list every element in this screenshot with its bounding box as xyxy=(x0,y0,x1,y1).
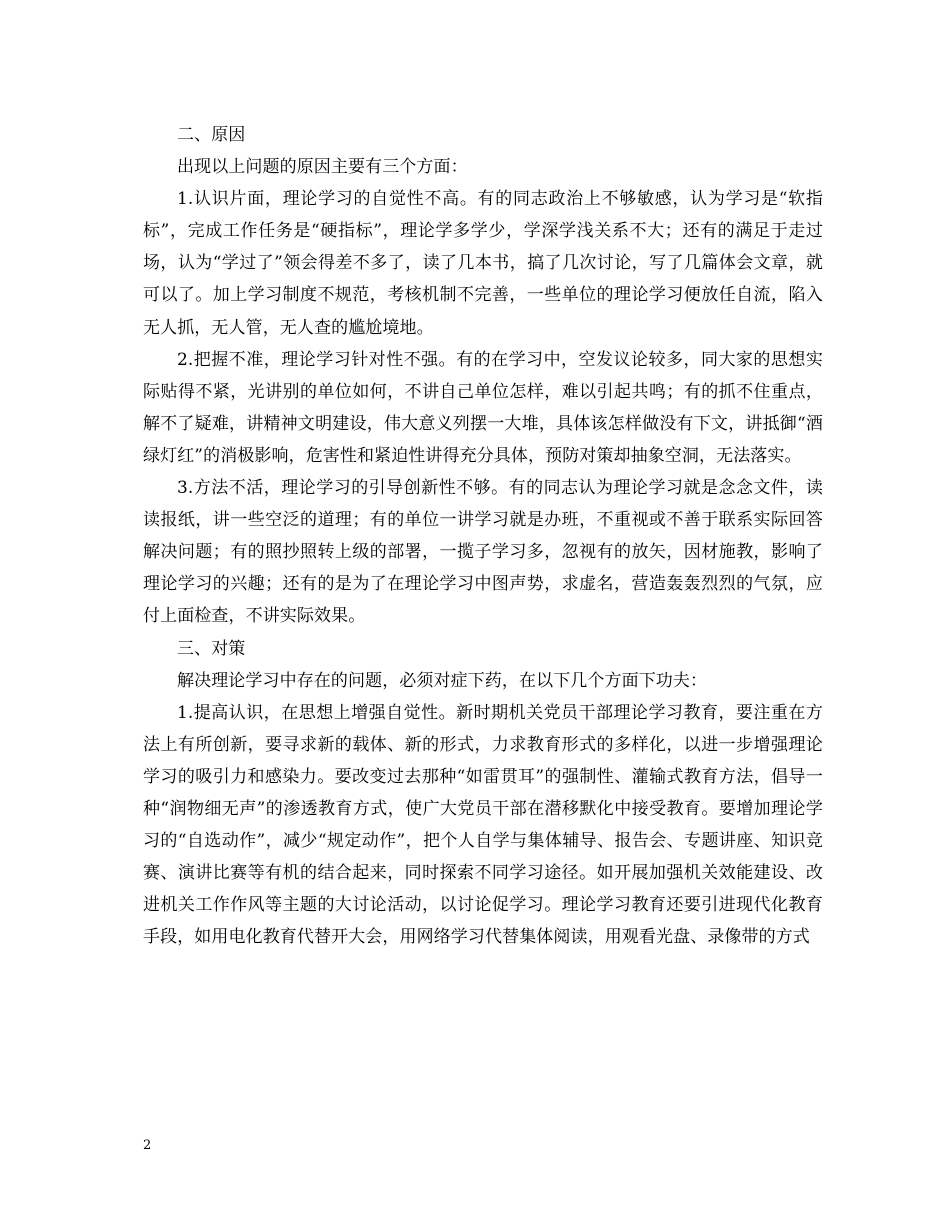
section-heading-countermeasures: 三、对策 xyxy=(177,638,246,659)
page-number: 2 xyxy=(143,1138,152,1153)
document-body xyxy=(143,119,823,953)
paragraph-countermeasure-1: 1.提高认识，在思想上增强自觉性。新时期机关党员干部理论学习教育，要注重在方法上有所创新，要寻求新的载体、新的形式，力求教育形式的多样化，以进一步增强理论学习的吸引力和感染力。要改变过去那种“如雷贯耳”的强制性、灌输式教育方法，倡导一种“润物细无声”的渗透教育方式，使广大党员干部在潜移默化中接受教育。要增加理论学习的“自选动作”，减少“规定动作”，把个人自学与集体辅导、报告会、专题讲座、知识竞赛、演讲比赛等有机的结合起来，同时探索不同学习途径。如开展加强机关效能建设、改进机关工作作风等主题的大讨论活动，以讨论促学习。理论学习教育还要引进现代化教育手段，如用电化教育代替开大会，用网络学习代替集体阅读，用观看光盘、录像带的方式 xyxy=(143,702,823,948)
section-heading-causes: 二、原因 xyxy=(177,125,246,145)
paragraph-cause-3: 3.方法不活，理论学习的引导创新性不够。有的同志认为理论学习就是念念文件，读读报纸，讲一些空泛的道理；有的单位一讲学习就是办班，不重视或不善于联系实际回答解决问题；有的照抄照转上级的部署，一揽子学习多，忽视有的放矢，因材施教，影响了理论学习的兴趣；还有的是为了在理论学习中图声势，求虚名，营造轰轰烈烈的气氛，应付上面检查，不讲实际效果。 xyxy=(143,478,823,627)
paragraph-cause-2: 2.把握不准，理论学习针对性不强。有的在学习中，空发议论较多，同大家的思想实际贴得不紧，光讲别的单位如何，不讲自己单位怎样，难以引起共鸣；有的抓不住重点，解不了疑难，讲精神文明建设，伟大意义列摆一大堆，具体该怎样做没有下文，讲抵御“酒绿灯红”的消极影响，危害性和紧迫性讲得充分具体，预防对策却抽象空洞，无法落实。 xyxy=(143,349,823,466)
paragraph-countermeasures-intro: 解决理论学习中存在的问题，必须对症下药，在以下几个方面下功夫： xyxy=(177,670,708,691)
paragraph-causes-intro: 出现以上问题的原因主要有三个方面： xyxy=(177,157,468,178)
paragraph-cause-1: 1.认识片面，理论学习的自觉性不高。有的同志政治上不够敏感，认为学习是“软指标”，完成工作任务是“硬指标”，理论学多学少，学深学浅关系不大；还有的满足于走过场，认为“学过了”领会得差不多了，读了几本书，搞了几次讨论，写了几篇体会文章，就可以了。加上学习制度不规范，考核机制不完善，一些单位的理论学习便放任自流，陷入无人抓，无人管，无人查的尴尬境地。 xyxy=(143,189,823,338)
